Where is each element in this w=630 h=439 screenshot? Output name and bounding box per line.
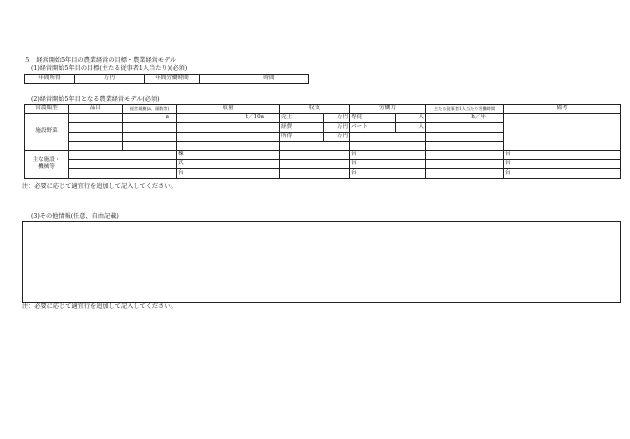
equipment-name-field[interactable] [426,160,504,169]
section2-title: (2)経営開始5年目となる農業経営モデル(必須) [31,96,160,103]
annual-income-field[interactable] [75,75,145,84]
scale-field[interactable] [123,123,177,132]
unit-a: a [165,114,169,121]
header-type: 営農類型 [25,105,69,114]
equipment-name-field[interactable] [69,160,177,169]
remarks-field[interactable] [504,114,621,151]
equipment-qty-field[interactable] [350,169,426,178]
hours-field[interactable] [426,141,504,150]
expense-field[interactable]: 万円 [324,123,350,132]
farm-model-table [24,104,621,179]
yield-field[interactable] [177,123,280,132]
equipment-qty-field[interactable] [350,160,426,169]
equipment-qty-field[interactable] [504,160,621,169]
item-field[interactable] [69,123,123,132]
unit-building: 棟 [178,151,184,158]
equipment-name-field[interactable] [280,160,350,169]
parttime-label: パート [350,123,396,132]
equipment-name-field[interactable] [426,150,504,159]
equipment-qty-field[interactable] [504,169,621,178]
section2-note: 注：必要に応じて適宜行を追加して記入してください。 [22,183,177,190]
unit-dai: 台 [351,169,357,176]
unit-dai: 台 [351,151,357,158]
yield-field[interactable] [177,132,280,141]
equipment-qty-field[interactable] [177,160,280,169]
header-item: 品目 [69,105,123,114]
fulltime-field[interactable]: 人 [396,114,426,123]
header-hours: 主たる従事者1人当たり労働時間 [426,105,504,114]
expense-label: 経費 [280,123,324,132]
other-info-textarea[interactable] [22,221,621,303]
equipment-name-field[interactable] [426,169,504,178]
item-field[interactable] [69,141,123,150]
section-heading: ５ 経営開始5年目の農業経営の目標・農業経営モデル [24,57,177,64]
unit-set: 式 [178,160,184,167]
balance-field[interactable] [280,141,350,150]
scale-field[interactable] [123,141,177,150]
annual-hours-field[interactable] [200,75,309,84]
equipment-qty-field[interactable] [177,150,280,159]
header-remarks: 備考 [504,105,621,114]
scale-field[interactable] [123,114,177,123]
unit-dai: 台 [351,160,357,167]
labor-field[interactable] [350,141,426,150]
header-yield: 収量 [177,105,280,114]
equipment-qty-field[interactable] [504,150,621,159]
annual-hours-label: 年間労働時間 [145,75,200,84]
equipment-name-field[interactable] [69,150,177,159]
item-field[interactable] [69,114,123,123]
hours-field[interactable] [426,132,504,141]
unit-hours: h／年 [471,114,487,121]
yield-field[interactable] [177,114,280,123]
income-label: 所得 [280,132,324,141]
header-scale: 経営規模(a、頭数等) [123,105,177,114]
item-field[interactable] [69,132,123,141]
unit-dai: 台 [505,169,511,176]
annual-income-unit: 万円 [103,75,115,82]
equipment-label: 主な施設・ 機械等 [25,150,69,178]
income-field[interactable]: 万円 [324,132,350,141]
section3-title: (3)その他情報(任意、自由記載) [31,213,119,220]
farm-type-cell: 施設野菜 [25,114,69,151]
equipment-qty-field[interactable] [350,150,426,159]
sales-field[interactable]: 万円 [324,114,350,123]
hours-field[interactable] [426,114,504,123]
hours-field[interactable] [426,123,504,132]
section3-note: 注：必要に応じて適宜行を追加して記入してください。 [22,303,177,310]
scale-field[interactable] [123,132,177,141]
unit-yield: t／10a [245,114,264,121]
annual-hours-unit: 時間 [263,75,275,82]
annual-income-label: 年間所得 [25,75,75,84]
header-balance: 収支 [280,105,350,114]
header-labor: 労働力 [350,105,426,114]
equipment-qty-field[interactable] [177,169,280,178]
yield-field[interactable] [177,141,280,150]
income-target-table [24,74,309,84]
sales-label: 売上 [280,114,324,123]
unit-dai: 台 [505,160,511,167]
section1-title: (1)経営開始5年目の目標(主たる従事者1人当たり)(必須) [31,65,188,72]
labor-field[interactable] [350,132,426,141]
unit-dai: 台 [178,169,184,176]
unit-dai: 台 [505,151,511,158]
fulltime-label: 専従 [350,114,396,123]
equipment-name-field[interactable] [280,169,350,178]
parttime-field[interactable]: 人 [396,123,426,132]
equipment-name-field[interactable] [280,150,350,159]
equipment-name-field[interactable] [69,169,177,178]
